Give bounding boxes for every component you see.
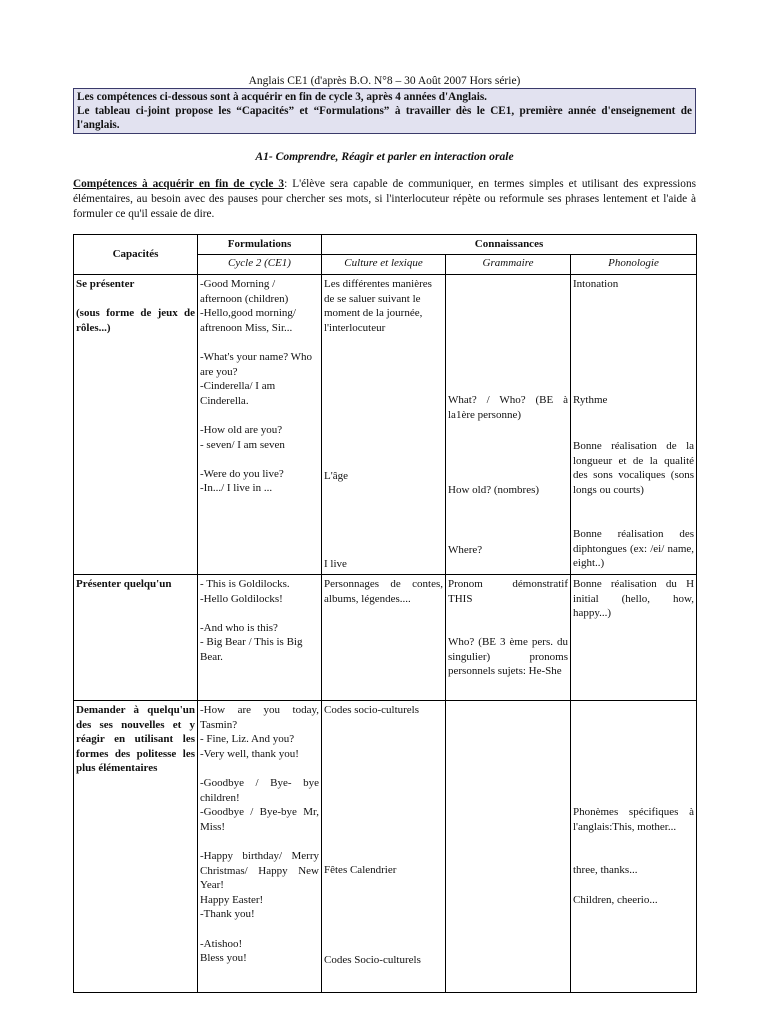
formulation-line: -Good Morning / afternoon (children) — [200, 278, 289, 305]
formulation-line: -Happy birthday/ Merry Christmas/ Happy New Year! — [200, 849, 319, 892]
header-formulations: Formulations — [198, 235, 322, 255]
culture-line: L'âge — [324, 470, 348, 482]
intro-box — [73, 88, 696, 134]
subheader-culture: Culture et lexique — [322, 255, 446, 275]
culture-line: Les différentes manières de se saluer suivant le moment de la journée, l'interlocuteur — [324, 278, 432, 334]
table-row — [74, 575, 697, 701]
subheader-phonologie: Phonologie — [571, 255, 697, 275]
culture-line: Personnages de contes, albums, légendes.... — [324, 578, 443, 605]
phonologie-line: Intonation — [573, 278, 619, 290]
formulation-line: -Goodbye / Bye-bye Mr, Miss! — [200, 806, 319, 833]
capacite-title: Se présenter — [76, 278, 135, 290]
competences-text: : L'élève sera capable de communiquer, en termes simples et utilisant des expressions élémentaires, au besoin avec des pauses pour chercher ses mots, si l'interlocuteur répète ou reformule ses phrases lentement et l'aide à formuler ce qu'il essaie de dire. — [73, 178, 696, 220]
capacite-title: Présenter quelqu'un — [76, 578, 172, 590]
formulation-line: -Thank you! — [200, 908, 255, 921]
formulations-cell — [198, 701, 322, 993]
formulation-line: -Atishoo! — [200, 937, 243, 950]
culture-cell — [322, 701, 446, 993]
grammaire-line: What? / Who? (BE à la1ère personne) — [448, 394, 568, 421]
formulation-line: -Cinderella/ I am Cinderella. — [200, 380, 276, 407]
formulation-line: -How are you today, Tasmin? — [200, 704, 319, 731]
table-row — [74, 701, 697, 993]
formulations-cell — [198, 275, 322, 575]
competences-table — [73, 234, 697, 993]
header-connaissances: Connaissances — [322, 235, 697, 255]
culture-line: Codes socio-culturels — [324, 704, 420, 716]
formulation-line: - Big Bear / This is Big Bear. — [200, 636, 303, 663]
capacite-cell — [74, 275, 198, 575]
capacite-cell — [74, 701, 198, 993]
formulation-line: - seven/ I am seven — [200, 438, 285, 451]
grammaire-line: Who? (BE 3 ème pers. du singulier) pronoms personnels sujets: He-She — [448, 636, 568, 678]
phonologie-cell — [571, 575, 697, 701]
capacite-title: Demander à quelqu'un des ses nouvelles et y réagir en utilisant les formes des politesse les plus élémentaires — [76, 704, 195, 775]
culture-line: I live — [324, 558, 347, 570]
formulation-line: - Fine, Liz. And you? — [200, 733, 295, 746]
section-title: A1- Comprendre, Réagir et parler en interaction orale — [255, 150, 514, 163]
formulation-line: Happy Easter! — [200, 893, 264, 906]
formulation-line: -What's your name? Who are you? — [200, 350, 313, 378]
header-capacites: Capacités — [74, 235, 198, 275]
phonologie-cell — [571, 701, 697, 993]
grammaire-line: How old? (nombres) — [448, 484, 540, 496]
formulation-line: -Hello Goldilocks! — [200, 592, 283, 605]
grammaire-cell — [446, 275, 571, 575]
phonologie-line: three, thanks... — [573, 864, 638, 876]
competences-paragraph — [73, 177, 696, 222]
competences-lead: Compétences à acquérir en fin de cycle 3 — [73, 178, 285, 190]
formulation-line: Bless you! — [200, 952, 247, 965]
formulation-line: -And who is this? — [200, 621, 278, 634]
phonologie-line: Bonne réalisation des diphtongues (ex: /ei/ name, eight..) — [573, 528, 695, 570]
phonologie-line: Bonne réalisation du H initial (hello, how, happy...) — [573, 578, 695, 620]
formulation-line: - This is Goldilocks. — [200, 578, 290, 590]
formulation-line: -Were do you live? — [200, 467, 284, 480]
document-title: Anglais CE1 (d'après B.O. N°8 – 30 Août 2007 Hors série) — [248, 75, 521, 87]
formulation-line: -Goodbye / Bye- bye children! — [200, 776, 319, 804]
culture-line: Fêtes Calendrier — [324, 864, 397, 876]
phonologie-cell — [571, 275, 697, 575]
formulation-line: -How old are you? — [200, 423, 283, 436]
phonologie-line: Children, cheerio... — [573, 894, 658, 906]
grammaire-cell — [446, 575, 571, 701]
culture-cell — [322, 275, 446, 575]
subheader-cycle: Cycle 2 (CE1) — [198, 255, 322, 275]
grammaire-line: Pronom démonstratif THIS — [448, 578, 568, 605]
capacite-cell — [74, 575, 198, 701]
intro-line-1: Les compétences ci-dessous sont à acquérir en fin de cycle 3, après 4 années d'Anglais. — [77, 91, 487, 103]
grammaire-cell — [446, 701, 571, 993]
culture-cell — [322, 575, 446, 701]
table-row — [74, 275, 697, 575]
table-header-row — [74, 235, 697, 255]
phonologie-line: Bonne réalisation de la longueur et de la qualité des sons vocaliques (sons longs ou courts) — [573, 440, 695, 496]
formulation-line: -In.../ I live in ... — [200, 482, 273, 495]
formulation-line: -Very well, thank you! — [200, 747, 299, 760]
capacite-subtitle: (sous forme de jeux de rôles...) — [76, 307, 195, 334]
phonologie-line: Rythme — [573, 394, 608, 406]
formulations-cell — [198, 575, 322, 701]
formulation-line: -Hello,good morning/ aftrenoon Miss, Sir... — [200, 307, 296, 334]
culture-line: Codes Socio-culturels — [324, 954, 421, 966]
intro-line-2: Le tableau ci-joint propose les “Capacités” et “Formulations” à travailler dès le CE1, première année d'enseignement de l'anglais. — [77, 105, 692, 131]
grammaire-line: Where? — [448, 544, 483, 556]
document-page — [73, 70, 696, 993]
phonologie-line: Phonèmes spécifiques à l'anglais:This, mother... — [573, 806, 695, 833]
subheader-grammaire: Grammaire — [446, 255, 571, 275]
